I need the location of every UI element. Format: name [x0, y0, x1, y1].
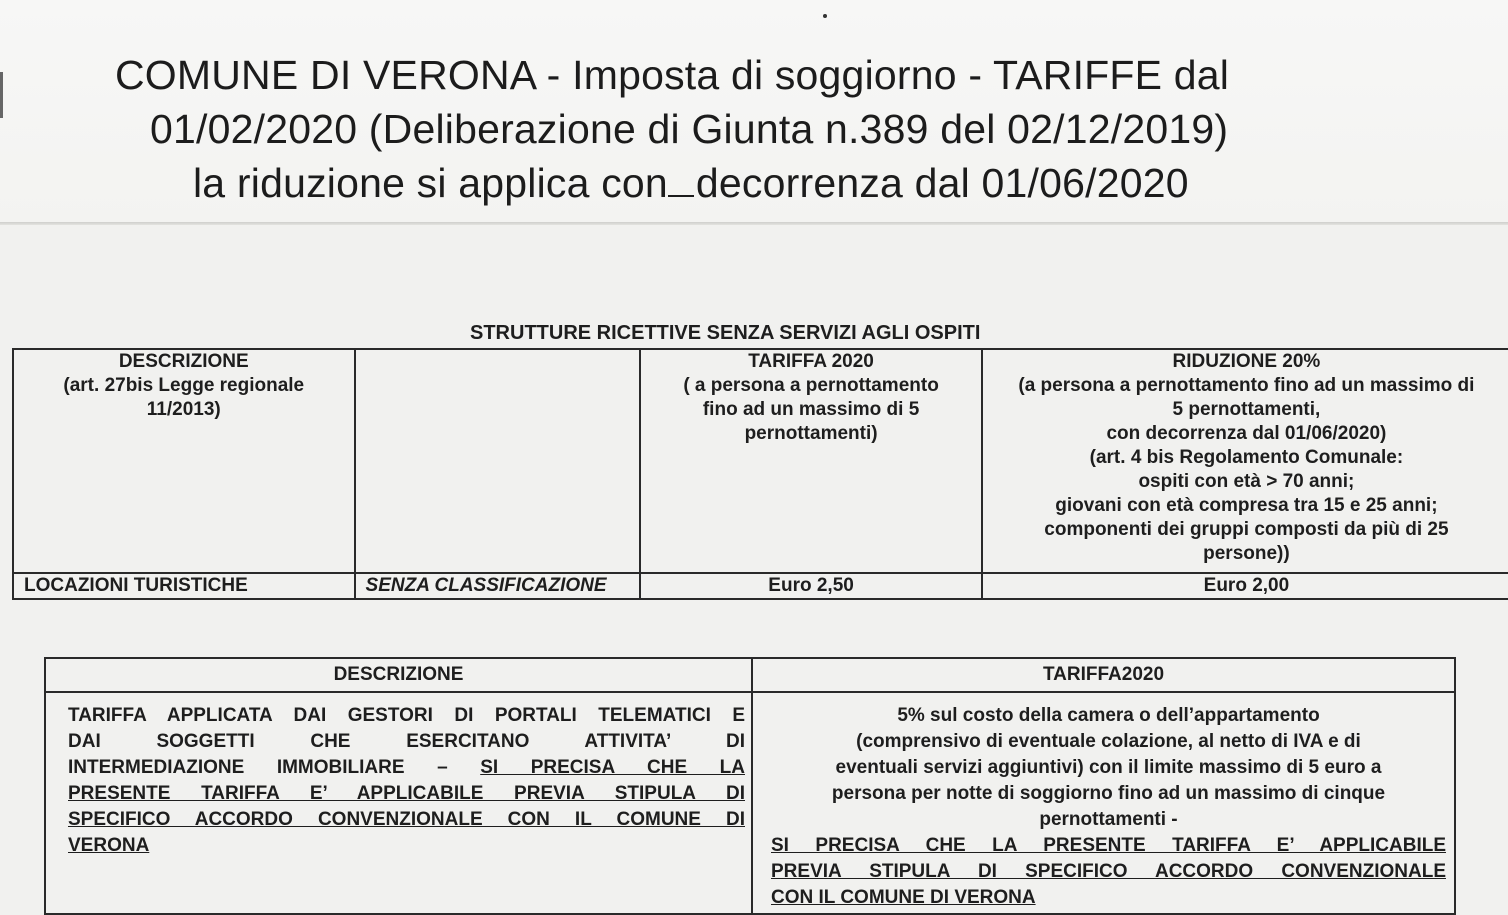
header-tariffa-line: TARIFFA 2020 — [748, 351, 874, 372]
title-line-3-prefix: la riduzione si applica con — [193, 160, 668, 206]
table-row — [13, 573, 1508, 599]
title-line-3 — [193, 160, 1189, 207]
header-riduzione-line: con decorrenza dal 01/06/2020) — [1106, 423, 1387, 444]
title-line-2: 01/02/2020 (Deliberazione di Giunta n.389 del 02/12/2019) — [150, 106, 1229, 152]
header-riduzione-line: (a persona a pernottamento fino ad un massimo di — [1018, 375, 1475, 396]
portals-descrizione-text — [46, 693, 751, 859]
structures-table-header — [13, 349, 1508, 573]
desc-underlined-line: PRESENTE TARIFFA E’ APPLICABILE PREVIA STIPULA DI — [68, 783, 745, 804]
header-riduzione — [982, 349, 1508, 573]
desc-line — [68, 755, 745, 781]
header-descrizione-line: DESCRIZIONE — [118, 351, 249, 372]
header-riduzione-line: ospiti con età > 70 anni; — [1138, 471, 1355, 492]
portals-header-tariffa: TARIFFA2020 — [752, 658, 1455, 692]
paper-fold-edge — [0, 222, 1508, 225]
header-descrizione-line: 11/2013) — [146, 399, 221, 420]
desc-line-start: INTERMEDIAZIONE IMMOBILIARE – — [68, 757, 448, 778]
desc-underlined-line: VERONA — [68, 835, 150, 856]
header-riduzione-line: (art. 4 bis Regolamento Comunale: — [1089, 447, 1404, 468]
header-tariffa-line: ( a persona a pernottamento — [683, 375, 939, 396]
desc-underlined-line: SPECIFICO ACCORDO CONVENZIONALE CON IL COMUNE DI — [68, 809, 745, 830]
header-tariffa-line: pernottamenti) — [744, 423, 878, 444]
handwritten-blank — [668, 165, 694, 197]
header-descrizione-line: (art. 27bis Legge regionale — [63, 375, 305, 396]
paper-dot — [823, 14, 827, 18]
portals-tariffa-cell — [752, 692, 1455, 914]
tariffa-line: eventuali servizi aggiuntivi) con il limite massimo di 5 euro a — [835, 757, 1382, 778]
header-riduzione-line: giovani con età compresa tra 15 e 25 anni; — [1055, 495, 1438, 516]
row-riduzione: Euro 2,00 — [982, 573, 1508, 599]
paper-edge-mark — [0, 72, 3, 118]
tariffa-underlined-line: PREVIA STIPULA DI SPECIFICO ACCORDO CONVENZIONALE — [771, 861, 1446, 882]
header-tariffa-line: fino ad un massimo di 5 — [702, 399, 920, 420]
tariffa-line: 5% sul costo della camera o dell’appartamento — [897, 705, 1320, 726]
header-empty — [355, 349, 641, 573]
portals-header-descrizione: DESCRIZIONE — [45, 658, 752, 692]
desc-line: DAI SOGGETTI CHE ESERCITANO ATTIVITA’ DI — [68, 731, 745, 752]
table-row — [45, 692, 1455, 914]
title-line-3-rest: decorrenza dal 01/06/2020 — [695, 160, 1189, 206]
header-riduzione-line: 5 pernottamenti, — [1172, 399, 1321, 420]
header-riduzione-line: persone)) — [1203, 543, 1290, 564]
tariffa-line: persona per notte di soggiorno fino ad un massimo di cinque — [831, 783, 1386, 804]
portals-descrizione-cell — [45, 692, 752, 914]
row-tipo: LOCAZIONI TURISTICHE — [13, 573, 355, 599]
tariffa-underlined-line: SI PRECISA CHE LA PRESENTE TARIFFA E’ APPLICABILE — [771, 835, 1446, 856]
desc-underlined-start: SI PRECISA CHE LA — [480, 757, 745, 778]
header-riduzione-line: componenti dei gruppi composti da più di 25 — [1044, 519, 1449, 540]
structures-table — [12, 348, 1508, 600]
header-riduzione-line: RIDUZIONE 20% — [1172, 351, 1321, 372]
tariffa-underlined-line: CON IL COMUNE DI VERONA — [771, 887, 1036, 908]
desc-line: TARIFFA APPLICATA DAI GESTORI DI PORTALI TELEMATICI E — [68, 705, 745, 726]
portals-tariffa-text — [753, 693, 1454, 911]
portals-table-header — [45, 658, 1455, 692]
tariffa-line: pernottamenti - — [1039, 809, 1178, 830]
header-descrizione — [13, 349, 355, 573]
header-tariffa — [640, 349, 982, 573]
row-classificazione: SENZA CLASSIFICAZIONE — [355, 573, 641, 599]
section-heading: STRUTTURE RICETTIVE SENZA SERVIZI AGLI OSPITI — [470, 322, 981, 344]
title-line-1: COMUNE DI VERONA - Imposta di soggiorno - TARIFFE dal — [115, 52, 1230, 98]
portals-table — [44, 657, 1456, 915]
row-tariffa: Euro 2,50 — [640, 573, 982, 599]
tariffa-line: (comprensivo di eventuale colazione, al netto di IVA e di — [856, 731, 1361, 752]
